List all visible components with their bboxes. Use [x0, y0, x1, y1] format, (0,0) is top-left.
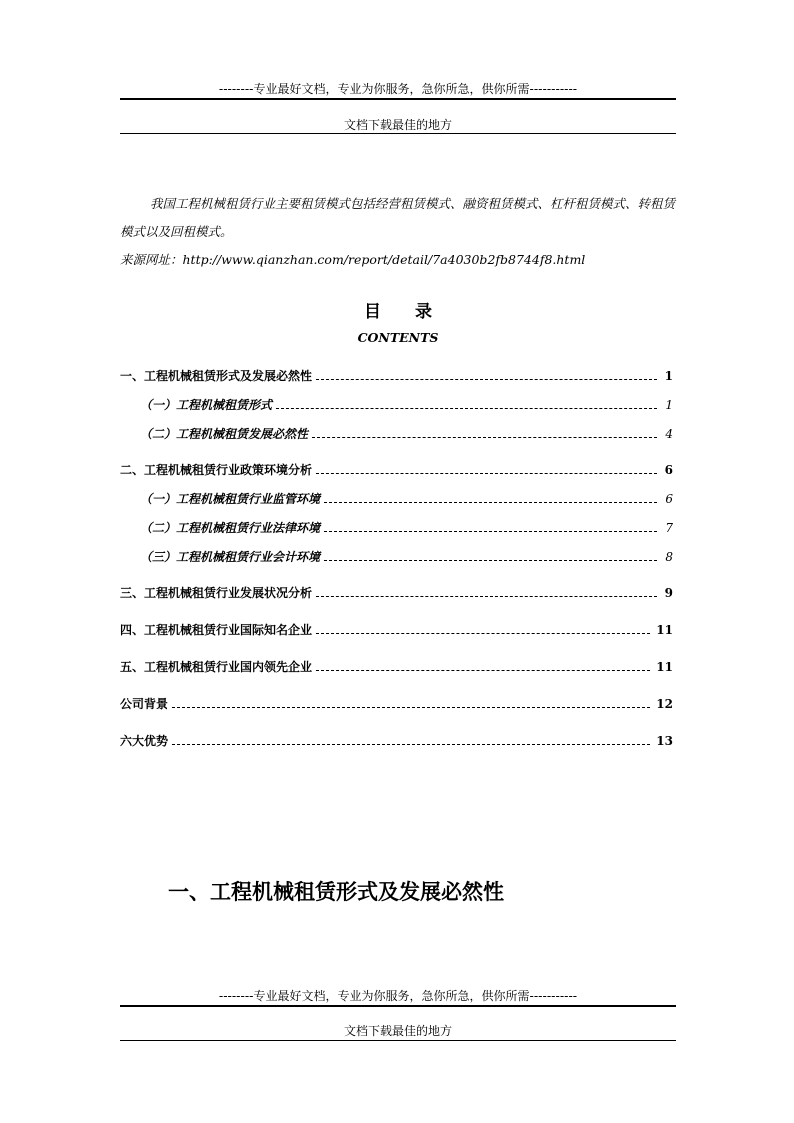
toc-entry-page: 6	[664, 463, 673, 477]
toc-entry-text: 一、工程机械租赁形式及发展必然性	[120, 369, 313, 383]
toc-entry-text: 四、工程机械租赁行业国际知名企业	[120, 623, 313, 637]
toc-entry[interactable]	[140, 424, 673, 442]
toc-entry-page: 12	[656, 697, 673, 711]
toc-entry[interactable]	[140, 547, 673, 565]
toc-entry-page: 4	[665, 427, 673, 441]
toc-entry-text: 二、工程机械租赁行业政策环境分析	[120, 463, 313, 477]
toc-entry-text: （三）工程机械租赁行业会计环境	[140, 550, 321, 564]
toc-entry-text: （一）工程机械租赁形式	[140, 398, 273, 412]
footer-slogan: --------专业最好文档，专业为你服务，急你所急，供你所需-----------	[218, 989, 578, 1003]
toc-entry[interactable]	[140, 395, 673, 413]
toc-leader	[172, 707, 650, 708]
toc-entry[interactable]	[140, 518, 673, 536]
toc-entry-text: 六大优势	[120, 734, 169, 748]
footer-rule-bottom	[120, 1040, 676, 1041]
toc-leader	[324, 560, 657, 561]
toc-entry-page: 9	[664, 586, 673, 600]
toc-entry-page: 11	[656, 660, 673, 674]
header-rule-bottom	[120, 133, 676, 134]
toc-entry-text: （二）工程机械租赁行业法律环境	[140, 521, 321, 535]
toc-leader	[316, 633, 650, 634]
toc-entry-page: 1	[664, 369, 673, 383]
toc-entry[interactable]	[120, 583, 673, 601]
toc-entry-text: 五、工程机械租赁行业国内领先企业	[120, 660, 313, 674]
toc-entry[interactable]	[120, 694, 673, 712]
section-heading: 一、工程机械租赁形式及发展必然性	[168, 879, 504, 904]
toc-leader	[324, 531, 657, 532]
footer-rule-top	[120, 1005, 676, 1007]
toc-leader	[312, 437, 657, 438]
toc-entry[interactable]	[120, 731, 673, 749]
header-subtitle: 文档下载最佳的地方	[343, 118, 452, 132]
source-url[interactable]: 来源网址：http://www.qianzhan.com/report/detail/7a4030b2fb8744f8.html	[120, 252, 586, 267]
toc-entry-page: 11	[656, 623, 673, 637]
toc-entry[interactable]	[120, 657, 673, 675]
toc-entry[interactable]	[120, 620, 673, 638]
toc-leader	[172, 744, 650, 745]
intro-paragraph: 我国工程机械租赁行业主要租赁模式包括经营租赁模式、融资租赁模式、杠杆租赁模式、转租赁模式以及回租模式。	[120, 196, 676, 239]
toc-entry-text: （一）工程机械租赁行业监管环境	[140, 492, 321, 506]
toc-entry-page: 13	[656, 734, 673, 748]
toc-entry[interactable]	[120, 460, 673, 478]
toc-entry-page: 7	[665, 521, 673, 535]
toc-leader	[316, 670, 650, 671]
toc-entry[interactable]	[120, 366, 673, 384]
toc-entry-page: 8	[665, 550, 673, 564]
toc-entry-text: 公司背景	[120, 697, 169, 711]
toc-leader	[324, 502, 657, 503]
header-rule-top	[120, 98, 676, 100]
toc-entry[interactable]	[140, 489, 673, 507]
toc-leader	[316, 596, 657, 597]
toc-subtitle: CONTENTS	[357, 330, 439, 345]
footer-subtitle: 文档下载最佳的地方	[343, 1024, 452, 1038]
toc-entry-page: 1	[665, 398, 673, 412]
toc-entry-text: 三、工程机械租赁行业发展状况分析	[120, 586, 313, 600]
toc-leader	[276, 408, 657, 409]
toc-leader	[316, 379, 657, 380]
header-slogan: --------专业最好文档，专业为你服务，急你所急，供你所需-----------	[218, 82, 578, 96]
toc-leader	[316, 473, 657, 474]
toc-entry-page: 6	[665, 492, 673, 506]
toc-title: 目 录	[364, 302, 446, 322]
toc-entry-text: （二）工程机械租赁发展必然性	[140, 427, 309, 441]
intro-block	[120, 190, 676, 274]
